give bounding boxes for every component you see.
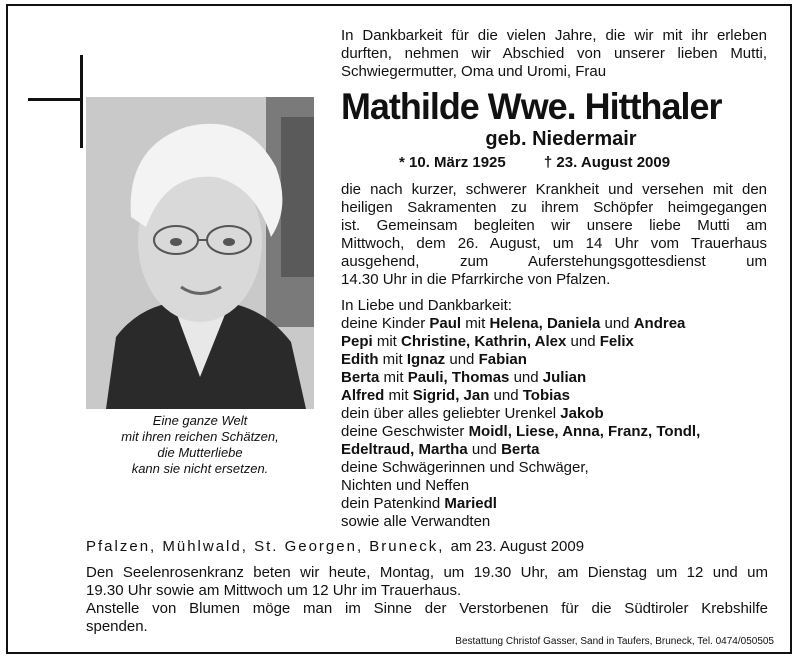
family-text: Nichten und Neffen xyxy=(341,477,470,494)
family-name: Berta xyxy=(341,369,380,386)
family-name: Ignaz xyxy=(406,351,446,368)
family-name: Alfred xyxy=(341,387,385,404)
poem-line: kann sie nicht ersetzen. xyxy=(131,461,269,476)
family-text: und xyxy=(445,351,479,368)
notice-line: ist. Gemeinsam begleiten wir unsere liebe Mutti am xyxy=(341,217,767,234)
poem-line: die Mutterliebe xyxy=(157,445,243,460)
family-name: Mariedl xyxy=(444,495,497,512)
places-line xyxy=(86,538,768,556)
family-text: und xyxy=(566,333,600,350)
notice-line: 14.30 Uhr in die Pfarrkirche von Pfalzen. xyxy=(341,271,611,288)
family-name: Tobias xyxy=(522,387,570,404)
family-line xyxy=(341,441,767,459)
family-name: Moidl, Liese, Anna, Franz, Tondl, xyxy=(468,423,701,440)
family-line xyxy=(341,333,767,351)
family-text: mit xyxy=(384,387,413,404)
family-line xyxy=(341,423,767,441)
rosary-line: Den Seelenrosenkranz beten wir heute, Montag, um 19.30 Uhr, am Dienstag um 12 und um xyxy=(86,564,768,581)
places-date: am 23. August 2009 xyxy=(450,538,585,555)
rosary-paragraph xyxy=(86,564,768,600)
family-text: mit xyxy=(378,351,407,368)
family-line xyxy=(341,459,767,477)
family-text: mit xyxy=(461,315,490,332)
family-name: Felix xyxy=(599,333,634,350)
family-name: Christine, Kathrin, Alex xyxy=(401,333,567,350)
intro-paragraph xyxy=(341,27,767,81)
memorial-poem xyxy=(86,413,314,477)
family-line xyxy=(341,405,767,423)
birth-name: geb. Niedermair xyxy=(485,128,637,150)
death-date: † 23. August 2009 xyxy=(543,154,671,171)
places: Pfalzen, Mühlwald, St. Georgen, Bruneck, xyxy=(86,538,445,555)
bottom-section xyxy=(86,538,768,636)
family-line xyxy=(341,387,767,405)
family-line xyxy=(341,315,767,333)
intro-line: durften, nehmen wir Abschied von unserer lieben Mutti, xyxy=(341,45,767,62)
family-name: Edith xyxy=(341,351,379,368)
funeral-notice xyxy=(341,181,767,289)
family-text: mit xyxy=(372,333,402,350)
family-line xyxy=(341,477,767,495)
family-name: Sigrid, Jan xyxy=(412,387,490,404)
family-text: dein über alles geliebter Urenkel xyxy=(341,405,561,422)
deceased-name: Mathilde Wwe. Hitthaler xyxy=(341,86,722,127)
family-name: Paul xyxy=(429,315,462,332)
family-text: sowie alle Verwandten xyxy=(341,513,491,530)
family-name: Andrea xyxy=(633,315,686,332)
poem-line: mit ihren reichen Schätzen, xyxy=(121,429,279,444)
donation-paragraph xyxy=(86,600,768,636)
portrait-photo xyxy=(86,97,314,409)
life-dates xyxy=(341,153,767,173)
poem-line: Eine ganze Welt xyxy=(152,413,248,428)
donation-line: spenden. xyxy=(86,618,148,635)
family-text: und xyxy=(600,315,634,332)
family-line xyxy=(341,351,767,369)
family-name: Edeltraud, Martha xyxy=(341,441,468,458)
obituary-text-column xyxy=(341,27,767,531)
family-text: deine Schwägerinnen und Schwäger, xyxy=(341,459,589,476)
mourners-intro: In Liebe und Dankbarkeit: xyxy=(341,297,512,314)
family-text: und xyxy=(509,369,543,386)
family-name: Pauli, Thomas xyxy=(407,369,510,386)
family-text: dein Patenkind xyxy=(341,495,445,512)
family-line xyxy=(341,513,767,531)
family-text: deine Geschwister xyxy=(341,423,469,440)
family-lines xyxy=(341,315,767,531)
birth-date: * 10. März 1925 xyxy=(399,154,506,171)
family-name: Julian xyxy=(542,369,587,386)
family-line xyxy=(341,369,767,387)
family-line xyxy=(341,495,767,513)
notice-line: Mittwoch, dem 26. August, um 14 Uhr vom Trauerhaus xyxy=(341,235,767,252)
family-name: Berta xyxy=(501,441,540,458)
family-name: Fabian xyxy=(478,351,527,368)
family-name: Pepi xyxy=(341,333,373,350)
family-text: und xyxy=(489,387,523,404)
family-text: und xyxy=(467,441,502,458)
cross-icon xyxy=(80,55,83,148)
family-text: mit xyxy=(379,369,408,386)
cross-icon-bar xyxy=(28,98,82,101)
rosary-line: 19.30 Uhr sowie am Mittwoch um 12 Uhr im Trauerhaus. xyxy=(86,582,462,599)
notice-line: die nach kurzer, schwerer Krankheit und versehen mit den xyxy=(341,181,767,198)
undertaker-credit: Bestattung Christof Gasser, Sand in Taufers, Bruneck, Tel. 0474/050505 xyxy=(455,636,774,647)
mourners-list xyxy=(341,297,767,531)
donation-line: Anstelle von Blumen möge man im Sinne der Verstorbenen für die Südtiroler Krebshilfe xyxy=(86,600,768,617)
family-name: Helena, Daniela xyxy=(489,315,601,332)
intro-line: Schwiegermutter, Oma und Uromi, Frau xyxy=(341,63,607,80)
family-name: Jakob xyxy=(560,405,604,422)
intro-line: In Dankbarkeit für die vielen Jahre, die wir mit ihr erleben xyxy=(341,27,767,44)
family-text: deine Kinder xyxy=(341,315,430,332)
notice-line: heiligen Sakramenten zu ihrem Schöpfer heimgegangen xyxy=(341,199,767,216)
notice-line: ausgehend, zum Auferstehungsgottesdienst um xyxy=(341,253,767,270)
